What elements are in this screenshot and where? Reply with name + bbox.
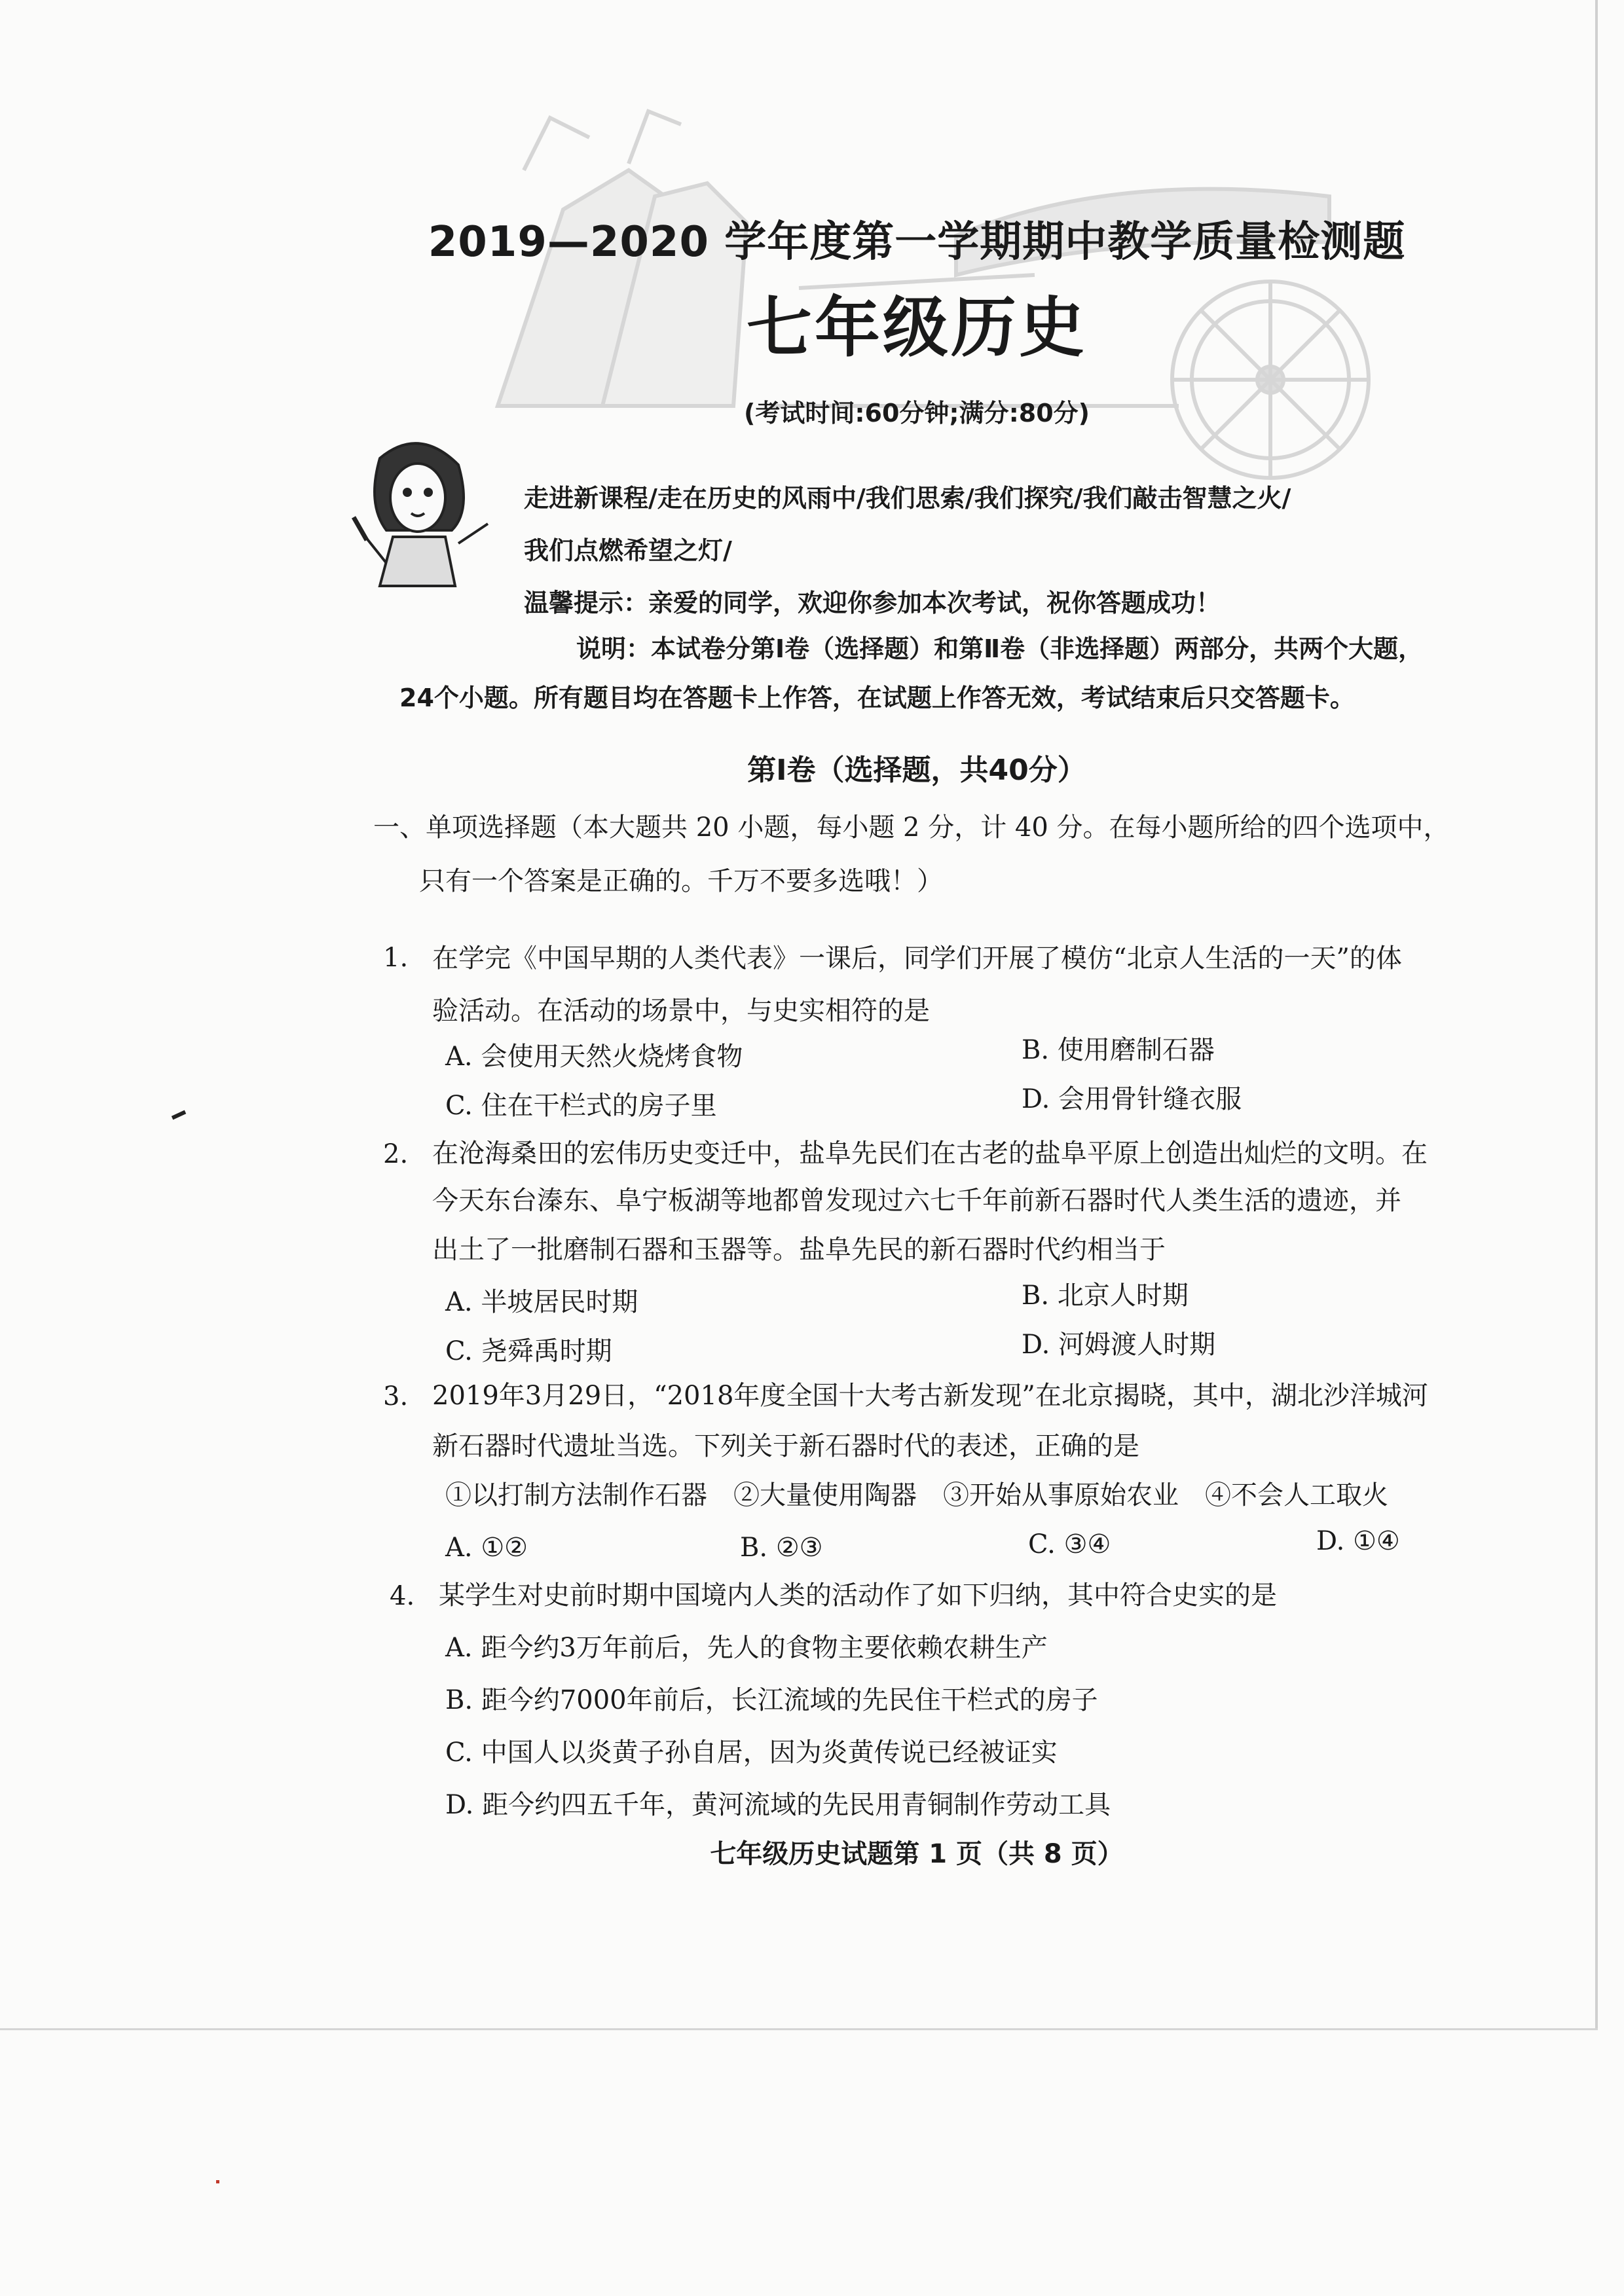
subject-title: 七年级历史 bbox=[747, 289, 1087, 366]
section-instruction-1: 一、单项选择题（本大题共 20 小题，每小题 2 分，计 40 分。在每小题所给的四个选项中， bbox=[373, 812, 1450, 843]
exam-title: 2019—2020 学年度第一学期期中教学质量检测题 bbox=[428, 218, 1406, 266]
scan-edge-bottom bbox=[0, 2028, 1598, 2030]
question-3-number: 3. bbox=[383, 1381, 409, 1412]
question-4-number: 4. bbox=[390, 1581, 415, 1611]
motto-line-1: 走进新课程/走在历史的风雨中/我们思索/我们探究/我们敲击智慧之火/ bbox=[524, 484, 1291, 513]
exam-time-info: (考试时间:60分钟;满分:80分) bbox=[743, 399, 1090, 428]
motto-line-2: 我们点燃希望之灯/ bbox=[524, 536, 732, 565]
section-title: 第Ⅰ卷（选择题，共40分） bbox=[747, 754, 1086, 787]
question-2-line: 在沧海桑田的宏伟历史变迁中，盐阜先民们在古老的盐阜平原上创造出灿烂的文明。在 bbox=[432, 1139, 1428, 1169]
question-4-option-b: B. 距今约7000年前后，长江流域的先民住干栏式的房子 bbox=[445, 1685, 1098, 1715]
question-2-option-b: B. 北京人时期 bbox=[1022, 1281, 1189, 1311]
question-3-option-c: C. ③④ bbox=[1028, 1529, 1111, 1559]
question-2-line: 今天东台溱东、阜宁板湖等地都曾发现过六七千年前新石器时代人类生活的遗迹，并 bbox=[432, 1186, 1401, 1216]
scan-speck bbox=[172, 1110, 186, 1120]
question-4-line: 某学生对史前时期中国境内人类的活动作了如下归纳，其中符合史实的是 bbox=[439, 1580, 1277, 1611]
question-4-option-c: C. 中国人以炎黄子孙自居，因为炎黄传说已经被证实 bbox=[445, 1738, 1058, 1768]
scan-edge-right bbox=[1595, 0, 1598, 2030]
question-1-line: 验活动。在活动的场景中，与史实相符的是 bbox=[432, 996, 930, 1026]
question-2-option-a: A. 半坡居民时期 bbox=[445, 1287, 638, 1317]
question-1-line: 在学完《中国早期的人类代表》一课后，同学们开展了模仿“北京人生活的一天”的体 bbox=[432, 943, 1402, 974]
instruction-note-2: 24个小题。所有题目均在答题卡上作答，在试题上作答无效，考试结束后只交答题卡。 bbox=[399, 683, 1355, 712]
question-1-number: 1. bbox=[383, 943, 409, 973]
teacher-cartoon-image bbox=[341, 432, 491, 589]
warm-tip: 温馨提示：亲爱的同学，欢迎你参加本次考试，祝你答题成功！ bbox=[524, 589, 1221, 617]
question-3-line: 新石器时代遗址当选。下列关于新石器时代的表述，正确的是 bbox=[432, 1431, 1139, 1461]
question-1-option-d: D. 会用骨针缝衣服 bbox=[1022, 1084, 1242, 1114]
question-1-option-c: C. 住在干栏式的房子里 bbox=[445, 1091, 717, 1121]
question-2-line: 出土了一批磨制石器和玉器等。盐阜先民的新石器时代约相当于 bbox=[432, 1235, 1166, 1265]
question-2-number: 2. bbox=[383, 1139, 409, 1169]
question-3-option-d: D. ①④ bbox=[1316, 1526, 1400, 1556]
instruction-note-1: 说明：本试卷分第Ⅰ卷（选择题）和第Ⅱ卷（非选择题）两部分，共两个大题， bbox=[576, 634, 1424, 663]
scan-speck bbox=[216, 2180, 219, 2183]
question-2-option-d: D. 河姆渡人时期 bbox=[1022, 1330, 1216, 1360]
question-2-option-c: C. 尧舜禹时期 bbox=[445, 1336, 612, 1366]
question-3-line: ①以打制方法制作石器 ②大量使用陶器 ③开始从事原始农业 ④不会人工取火 bbox=[445, 1480, 1388, 1510]
question-3-option-a: A. ①② bbox=[445, 1533, 528, 1563]
section-instruction-2: 只有一个答案是正确的。千万不要多选哦！） bbox=[419, 866, 943, 896]
question-3-line: 2019年3月29日，“2018年度全国十大考古新发现”在北京揭晓，其中，湖北沙洋城河 bbox=[432, 1381, 1428, 1411]
question-1-option-b: B. 使用磨制石器 bbox=[1022, 1035, 1215, 1065]
question-4-option-d: D. 距今约四五千年，黄河流域的先民用青铜制作劳动工具 bbox=[445, 1790, 1111, 1820]
question-4-option-a: A. 距今约3万年前后，先人的食物主要依赖农耕生产 bbox=[445, 1633, 1048, 1663]
page-footer: 七年级历史试题第 1 页（共 8 页） bbox=[710, 1839, 1124, 1869]
question-1-option-a: A. 会使用天然火烧烤食物 bbox=[445, 1042, 743, 1072]
question-3-option-b: B. ②③ bbox=[740, 1533, 823, 1563]
